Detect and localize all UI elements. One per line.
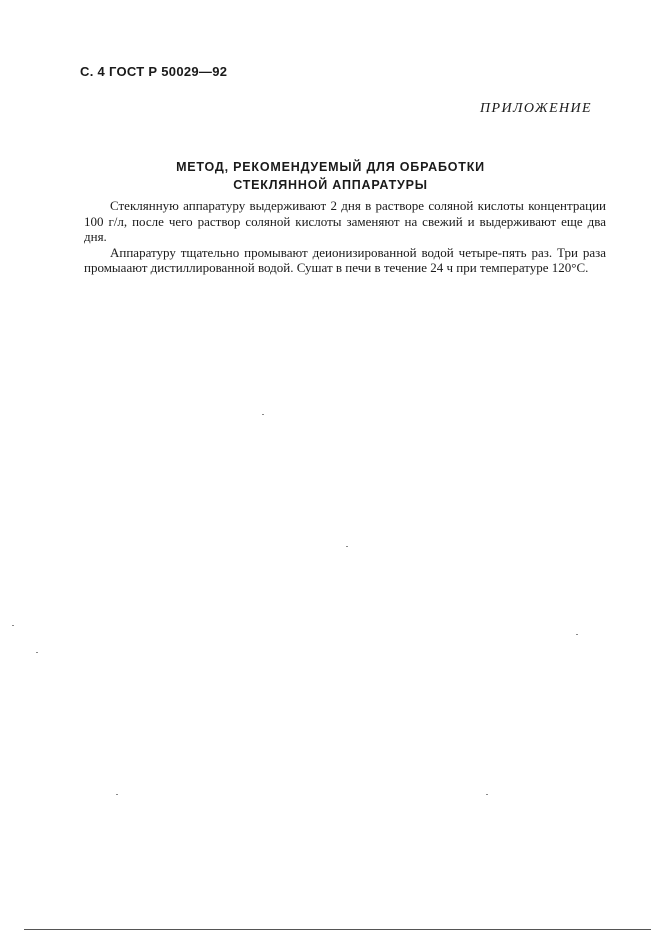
footer-rule	[24, 929, 651, 930]
section-title-line: МЕТОД, РЕКОМЕНДУЕМЫЙ ДЛЯ ОБРАБОТКИ	[176, 160, 485, 174]
paragraph: Аппаратуру тщательно промывают деионизированной водой четыре-пять раз. Три раза промыаают дистиллированной водой. Сушат в печи в течение 24 ч при температуре 120°С.	[84, 244, 606, 276]
appendix-label: ПРИЛОЖЕНИЕ	[480, 101, 592, 116]
scan-speck	[262, 414, 264, 415]
scan-speck	[576, 634, 578, 635]
page-header: С. 4 ГОСТ Р 50029—92	[80, 64, 228, 79]
scan-speck	[36, 652, 38, 653]
section-title	[60, 158, 601, 194]
paragraph: Стеклянную аппаратуру выдерживают 2 дня в растворе соляной кислоты концентрации 100 г/л, после чего раствор соляной кислоты заменяют на свежий и выдерживают еще два дня.	[84, 198, 606, 245]
scan-speck	[346, 546, 348, 547]
scan-speck	[486, 794, 488, 795]
scan-speck	[116, 794, 118, 795]
body-text	[84, 198, 606, 276]
section-title-line: СТЕКЛЯННОЙ АППАРАТУРЫ	[233, 178, 428, 192]
scan-speck	[12, 625, 14, 626]
